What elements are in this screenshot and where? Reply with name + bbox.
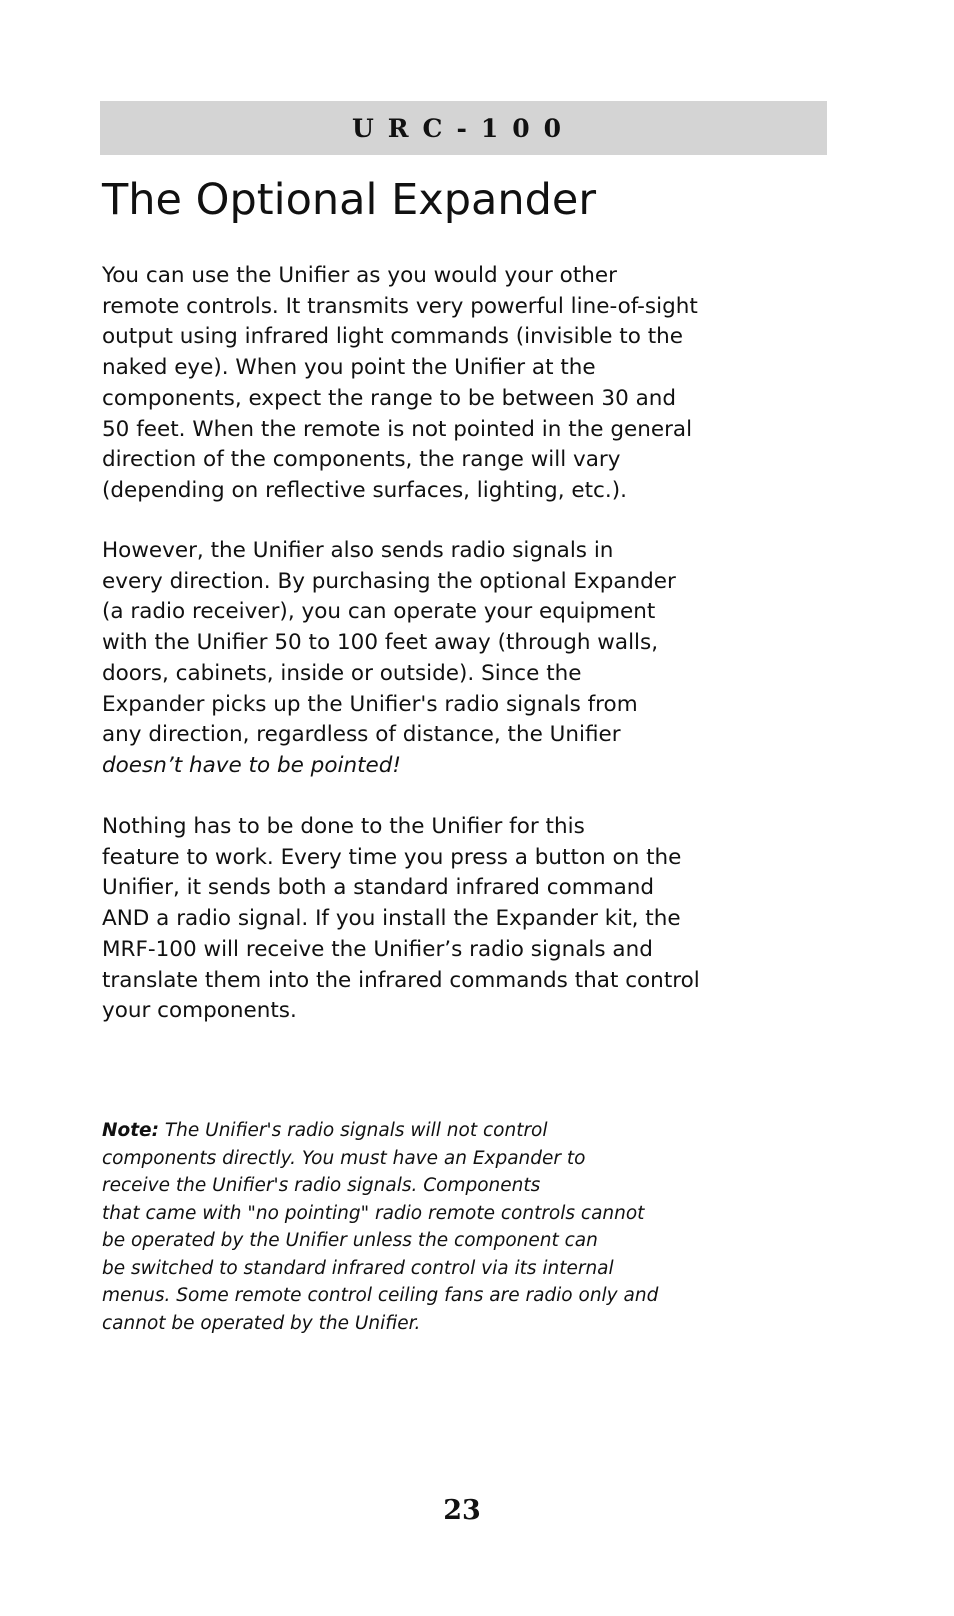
paragraph-line: Nothing has to be done to the Unifier for this	[102, 814, 585, 839]
paragraph-line: (depending on reflective surfaces, lighting, etc.).	[102, 477, 627, 503]
paragraph-line: translate them into the infrared commands that control	[102, 967, 700, 993]
note-line: menus. Some remote control ceiling fans are radio only and	[102, 1285, 659, 1306]
header-bar	[100, 101, 827, 155]
paragraph-line: your components.	[102, 998, 297, 1024]
paragraph-line: components, expect the range to be between 30 and	[102, 385, 677, 411]
note-line: be switched to standard infrared control via its internal	[102, 1257, 614, 1279]
paragraph-line: You can use the Unifier as you would your other	[102, 263, 617, 288]
note-block	[102, 1117, 658, 1337]
paragraph-line: (a radio receiver), you can operate your equipment	[102, 599, 656, 625]
paragraph-expander-kit	[102, 812, 700, 1027]
paragraph-line: every direction. By purchasing the optional Expander	[102, 568, 676, 594]
paragraph-line: MRF-100 will receive the Unifier’s radio signals and	[102, 936, 653, 962]
note-line: components directly. You must have an Expander to	[102, 1147, 586, 1169]
header-model: URC-100	[351, 114, 576, 143]
note-line: be operated by the Unifier unless the component can	[102, 1230, 598, 1251]
note-first-line	[102, 1117, 658, 1145]
note-line: receive the Unifier's radio signals. Components	[102, 1175, 541, 1196]
paragraph-radio	[102, 536, 676, 782]
paragraph-line: any direction, regardless of distance, the Unifier	[102, 722, 621, 748]
paragraph-emphasis: doesn’t have to be pointed!	[102, 752, 401, 778]
paragraph-line: However, the Unifier also sends radio signals in	[102, 538, 614, 563]
note-label: Note:	[102, 1120, 159, 1141]
note-line: cannot be operated by the Unifier.	[102, 1312, 421, 1334]
paragraph-line: direction of the components, the range will vary	[102, 447, 621, 473]
paragraph-line: feature to work. Every time you press a button on the	[102, 844, 682, 870]
paragraph-line: doors, cabinets, inside or outside). Since the	[102, 660, 582, 686]
paragraph-line: output using infrared light commands (invisible to the	[102, 324, 683, 350]
page-number: 23	[443, 1495, 481, 1526]
page-title: The Optional Expander	[102, 175, 597, 225]
paragraph-infrared	[102, 261, 698, 507]
paragraph-line: Expander picks up the Unifier's radio signals from	[102, 691, 638, 717]
paragraph-line: with the Unifier 50 to 100 feet away (through walls,	[102, 630, 659, 656]
paragraph-line: Unifier, it sends both a standard infrared command	[102, 875, 655, 901]
paragraph-line: remote controls. It transmits very powerful line-of-sight	[102, 293, 698, 319]
note-line: that came with "no pointing" radio remote controls cannot	[102, 1202, 645, 1224]
paragraph-line: 50 feet. When the remote is not pointed in the general	[102, 416, 693, 442]
note-text: The Unifier's radio signals will not control	[158, 1120, 548, 1141]
paragraph-line: naked eye). When you point the Unifier at the	[102, 355, 596, 381]
paragraph-line: AND a radio signal. If you install the Expander kit, the	[102, 906, 681, 932]
